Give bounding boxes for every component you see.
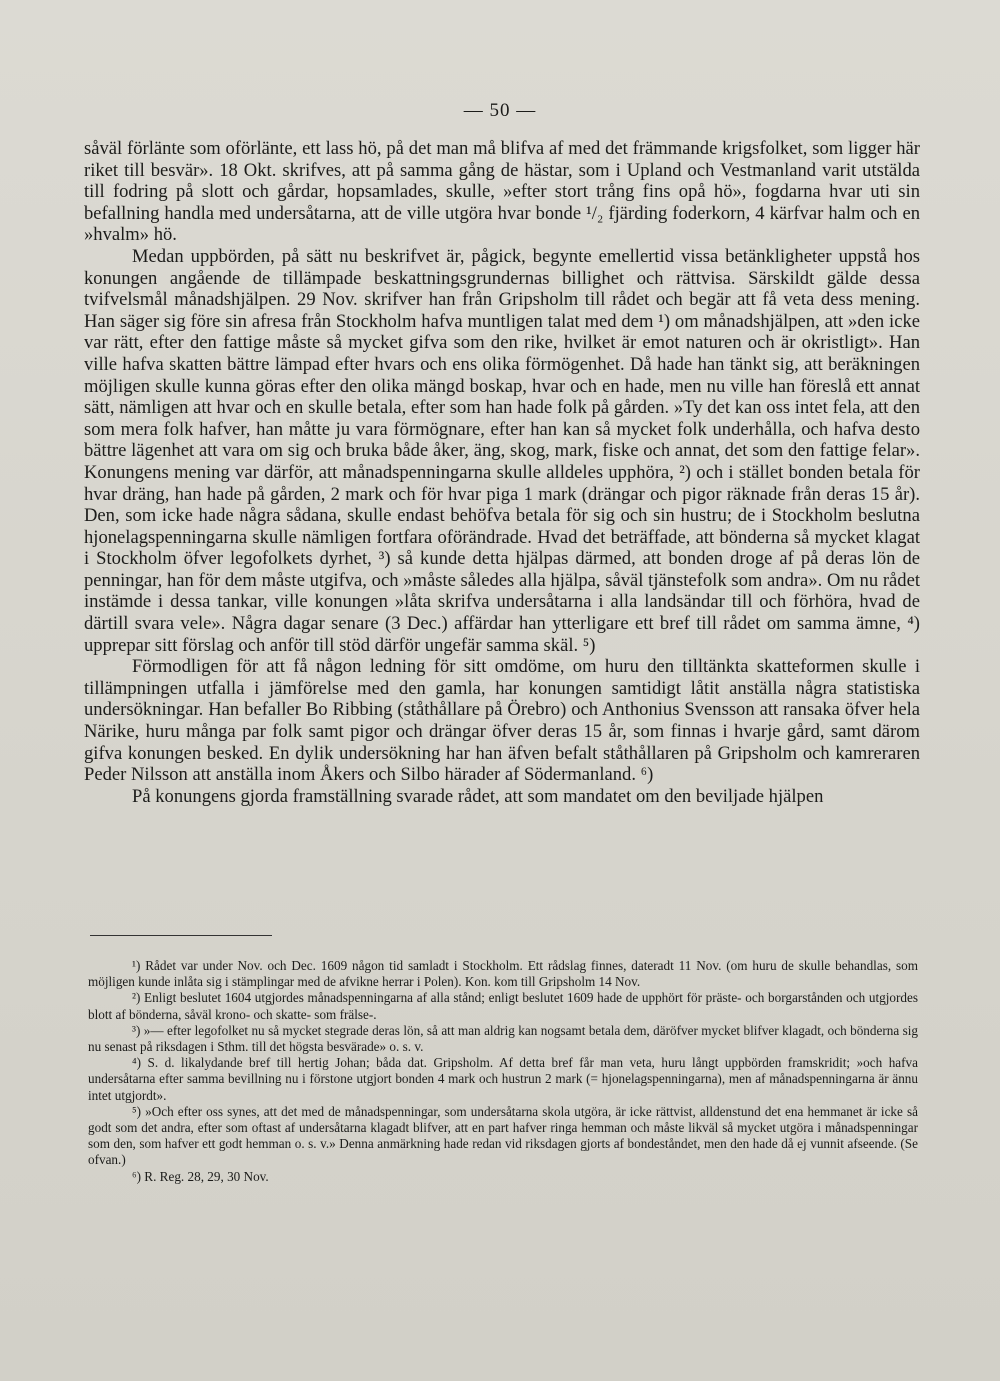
- footnote: ⁶) R. Reg. 28, 29, 30 Nov.: [132, 1168, 269, 1184]
- body-text: [84, 138, 920, 807]
- footnote: ²) Enligt beslutet 1604 utgjordes månadspenningarna af alla stånd; enligt beslutet 1609 hade de upphört för präste- och borgarstånden och utgjordes blott af bönderna, såväl krono- och skatte- som frälse-.: [88, 990, 918, 1022]
- footnote: ⁴) S. d. likalydande bref till hertig Johan; båda dat. Gripsholm. Af detta bref får man veta, huru långt uppbörden framskridit; »och hafva undersåtarna efter samma bevillning nu i förstone utgjort bonden 4 mark och hustrun 2 mark (= hjonelagspenningarna), men af månadspenningarna är ännu intet utgjordt».: [88, 1055, 918, 1103]
- footnotes: [88, 958, 918, 1185]
- footnote-divider: [90, 935, 272, 936]
- footnote: ³) »— efter legofolket nu så mycket stegrade deras lön, så att man aldrig kan nogsamt betala dem, däröfver mycket blifver klagadt, och bönderna sig nu senast på riksdagen i Sthm. till det högsta besvärade» o. s. v.: [88, 1022, 918, 1055]
- footnote: ⁵) »Och efter oss synes, att det med de månadspenningar, som undersåtarna skola utgöra, är icke rättvist, alldenstund det ena hemmanet är icke så godt som det andra, efter som oftast af undersåtarna klagadt blifver, att en part hafver ringa hemman och måste likväl så mycket utgöra i månadspenningar som den, som hafver ett godt hemman o. s. v.» Denna anmärkning hade redan vid riksdagen gjorts af bondeståndet, men den hade då ej vunnit afseende. (Se ofvan.): [88, 1103, 918, 1168]
- paragraph: På konungens gjorda framställning svarade rådet, att som mandatet om den beviljade hjälpen: [132, 785, 824, 807]
- page-number: — 50 —: [463, 100, 537, 121]
- paragraph: Förmodligen för att få någon ledning för sitt omdöme, om huru den tilltänkta skatteformen skulle i tillämpningen utfalla i jämförelse med den gamla, har konungen samtidigt låtit anställa några statistiska undersökningar. Han befaller Bo Ribbing (ståthållare på Örebro) och Anthonius Svensson att ransaka öfver hela Närike, huru många par folk samt pigor och drängar öfver deras 15 år, som finnas i hvarje gård, samt därom gifva konungen besked. En dylik undersökning har han äfven befalt ståthållaren på Gripsholm och kamreraren Peder Nilsson att anställa inom Åkers och Silbo härader af Södermanland. ⁶): [84, 656, 920, 786]
- footnote: ¹) Rådet var under Nov. och Dec. 1609 någon tid samladt i Stockholm. Ett rådslag finnes, dateradt 11 Nov. (om huru de skulle behandlas, som möjligen kunde inlåta sig i stämplingar med de afvikne herrar i Polen). Kon. kom till Gripsholm 14 Nov.: [88, 958, 918, 990]
- paragraph: Medan uppbörden, på sätt nu beskrifvet är, pågick, begynte emellertid vissa betänkligheter uppstå hos konungen angående de tillämpade beskattningsgrundernas billighet och rättvisa. Särskildt gälde dessa tvifvelsmål månadshjälpen. 29 Nov. skrifver han från Gripsholm till rådet och begär att få veta dess mening. Han säger sig före sin afresa från Stockholm hafva muntligen talat med dem ¹) om månadshjälpen, att »den icke var rätt, efter den fattige måste så mycket gifva som den rike, hvilket är emot naturen och är okristligt». Han ville hafva skatten bättre lämpad efter hvars och ens olika förmögenhet. Då hade han tänkt sig, att beräkningen möjligen skulle kunna göras efter den olika mängd boskap, hvar och en hade, men nu ville han föreslå ett annat sätt, nämligen att hvar och en skulle betala, efter som han hade folk på gården. »Ty det kan oss intet fela, att den som mera folk hafver, han måtte ju vara förmögnare, efter han kan så mycket folk underhålla, och hafva desto bättre lägenhet att vara om sig och bruka både åker, äng, skog, mark, fiske och annat, det som den fattige felar». Konungens mening var därför, att månadspenningarna skulle alldeles upphöra, ²) och i stället bonden betala för hvar dräng, han hade på gården, 2 mark och för hvar piga 1 mark (drängar och pigor räknade från deras 15 år). Den, som icke hade några sådana, skulle endast behöfva betala för sig och sin hustru; de i Stockholm beslutna hjonelagspenningarna skulle nämligen fortfara oförändrade. Hvad det beträffade, att bönderna så mycket klagat i Stockholm öfver legofolkets dyrhet, ³) så kunde detta hjälpas därmed, att bonden droge af på deras lön de penningar, han för dem måste utgifva, och »måste således alla hjälpa, såväl tjänstefolk som andra». Om nu rådet instämde i dessa tankar, ville konungen »låta skrifva undersåtarna i alla landsändar till och förhöra, hvad de därtill svara vele». Några dagar senare (3 Dec.) affärdar han ytterligare ett bref till rådet om samma ämne, ⁴) upprepar sitt förslag och anför till stöd därför ungefär samma skäl. ⁵): [84, 245, 920, 656]
- paragraph: såväl förlänte som oförlänte, ett lass hö, på det man må blifva af med det främmande krigsfolket, som ligger här riket till besvär». 18 Okt. skrifves, att på samma gång de hästar, som i Upland och Vestmanland varit utstälda till fodring på slott och gårdar, hopsamlades, skulle, »efter stort trång fins opå hö», fogdarna hvar uti sin befallning handla med undersåtarna, att de ville utgöra hvar bonde ¹/₂ fjärding foderkorn, 4 kärfvar halm och en »hvalm» hö.: [84, 138, 920, 246]
